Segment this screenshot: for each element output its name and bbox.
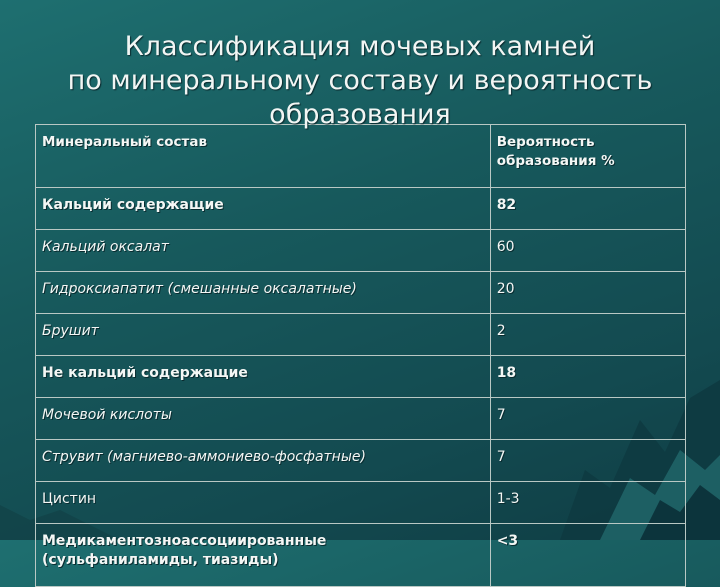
- slide-title-line-2: по минеральному составу и вероятность: [67, 65, 653, 96]
- table-row: [36, 230, 686, 272]
- probability-cell: 1-3: [490, 482, 685, 524]
- composition-cell: Цистин: [36, 482, 491, 524]
- composition-cell: Кальций содержащие: [36, 188, 491, 230]
- table-header-row: [36, 125, 686, 188]
- probability-cell: 82: [490, 188, 685, 230]
- composition-cell: Мочевой кислоты: [36, 398, 491, 440]
- composition-cell: Струвит (магниево-аммониево-фосфатные): [36, 440, 491, 482]
- probability-cell: 7: [490, 398, 685, 440]
- composition-cell: Кальций оксалат: [36, 230, 491, 272]
- composition-cell: Медикаментозноассоциированные (сульфаниламиды, тиазиды): [36, 524, 491, 587]
- table-row: [36, 356, 686, 398]
- composition-cell: Гидроксиапатит (смешанные оксалатные): [36, 272, 491, 314]
- table-row: [36, 272, 686, 314]
- probability-cell: <3: [490, 524, 685, 587]
- table-row: [36, 482, 686, 524]
- composition-cell: Не кальций содержащие: [36, 356, 491, 398]
- slide-title-line-1: Классификация мочевых камней: [124, 31, 596, 62]
- table-row: [36, 398, 686, 440]
- table-row: [36, 188, 686, 230]
- probability-cell: 7: [490, 440, 685, 482]
- header-composition: Минеральный состав: [36, 125, 491, 188]
- composition-cell: Брушит: [36, 314, 491, 356]
- probability-cell: 20: [490, 272, 685, 314]
- stone-classification-table: [35, 124, 686, 587]
- probability-cell: 60: [490, 230, 685, 272]
- table-row: [36, 524, 686, 587]
- slide-title-line-3: образования: [269, 99, 451, 130]
- table-row: [36, 440, 686, 482]
- slide-title: [20, 30, 700, 132]
- table-row: [36, 314, 686, 356]
- probability-cell: 18: [490, 356, 685, 398]
- header-probability: Вероятность образования %: [490, 125, 685, 188]
- probability-cell: 2: [490, 314, 685, 356]
